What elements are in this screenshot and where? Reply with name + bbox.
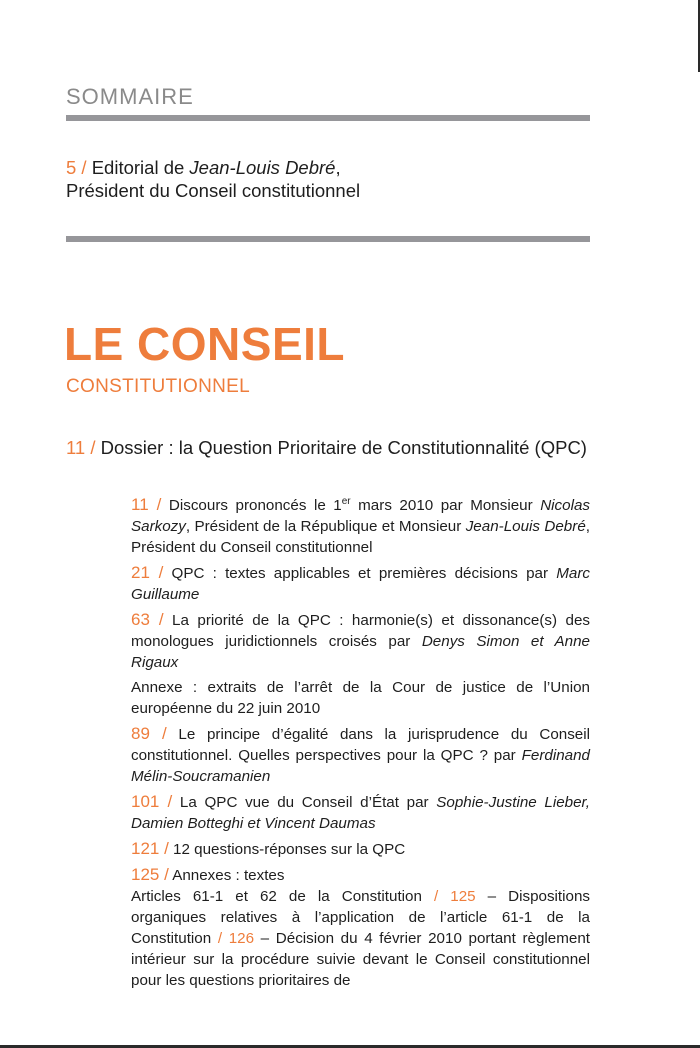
entry-text: – Dispositions organiques relatives à l’application de l’article 61-1 de la Constitution [131, 888, 591, 947]
entry-author: Ferdinand Mélin-Soucramanien [131, 747, 590, 785]
page-number: 11 / [66, 437, 96, 458]
toc-entry-priorite-qpc[interactable] [131, 609, 590, 673]
toc-entry-textes-applicables[interactable] [131, 562, 590, 605]
entry-label: Annexes : textes [168, 867, 285, 884]
entry-author: Sophie-Justine Lieber, Damien Botteghi et Vincent Daumas [131, 794, 590, 832]
toc-entry-conseil-etat[interactable] [131, 791, 590, 834]
entry-text: mars 2010 par Monsieur [350, 497, 541, 514]
section-subtitle: CONSTITUTIONNEL [66, 376, 250, 397]
entry-text: Annexe : extraits de l’arrêt de la Cour de justice de l’Union européenne du 22 juin 2010 [131, 679, 590, 717]
page-number: 89 / [131, 724, 167, 743]
toc-entry-annexe-cjue[interactable] [131, 677, 590, 719]
article-list [131, 494, 590, 995]
page-number: 125 / [131, 865, 169, 884]
entry-text: La priorité de la QPC : harmonie(s) et dissonance(s) des monologues juridictionnels croisés par [131, 612, 591, 650]
entry-author: Nicolas Sarkozy [131, 497, 590, 535]
entry-text: 12 questions-réponses sur la QPC [168, 841, 406, 858]
entry-text: Dossier : la Question Prioritaire de Constitutionnalité (QPC) [95, 437, 587, 458]
entry-text: Discours prononcés le 1 [161, 497, 342, 514]
page-number: / 126 [217, 930, 255, 947]
page-number: 11 / [131, 495, 162, 514]
page-number: 121 / [131, 839, 169, 858]
entry-text: La QPC vue du Conseil d’État par [172, 794, 437, 811]
toc-entry-annexes-textes[interactable] [131, 864, 590, 991]
page-number: 101 / [131, 792, 173, 811]
entry-text: – Décision du 4 février 2010 portant règlement intérieur sur la procédure suivie devant le Conseil constitutionnel pour les questions prioritaires de [131, 930, 590, 989]
toc-entry-questions-reponses[interactable] [131, 838, 590, 860]
entry-text: QPC : textes applicables et premières décisions par [163, 565, 557, 582]
page-number: 5 / [66, 157, 87, 178]
entry-text: , Président de la République et Monsieur [185, 518, 466, 535]
entry-author: Jean-Louis Debré [189, 157, 336, 178]
page-number: 21 / [131, 563, 164, 582]
page-number: / 125 [433, 888, 476, 905]
toc-entry-sarkozy-debre[interactable] [131, 494, 590, 558]
entry-author: Marc Guillaume [131, 565, 590, 603]
sommaire-heading: SOMMAIRE [66, 84, 194, 109]
editorial-entry[interactable] [66, 156, 590, 202]
entry-author: Jean-Louis Debré [465, 518, 586, 535]
entry-text: Editorial de [86, 157, 190, 178]
entry-text: Articles 61-1 et 62 de la Constitution [131, 888, 434, 905]
section-title: LE CONSEIL [64, 318, 346, 370]
divider-top [66, 115, 590, 121]
superscript: er [341, 495, 351, 507]
entry-text: Le principe d’égalité dans la jurisprudence du Conseil constitutionnel. Quelles perspectives pour la QPC ? par [131, 726, 590, 764]
divider-bottom [66, 236, 590, 242]
toc-entry-principe-egalite[interactable] [131, 723, 590, 787]
entry-text: , Président du Conseil constitutionnel [131, 518, 590, 556]
dossier-entry[interactable] [66, 436, 590, 460]
entry-text: , [335, 157, 341, 178]
entry-text: Président du Conseil constitutionnel [66, 180, 361, 201]
page-number: 63 / [131, 610, 164, 629]
entry-author: Denys Simon et Anne Rigaux [131, 633, 590, 671]
